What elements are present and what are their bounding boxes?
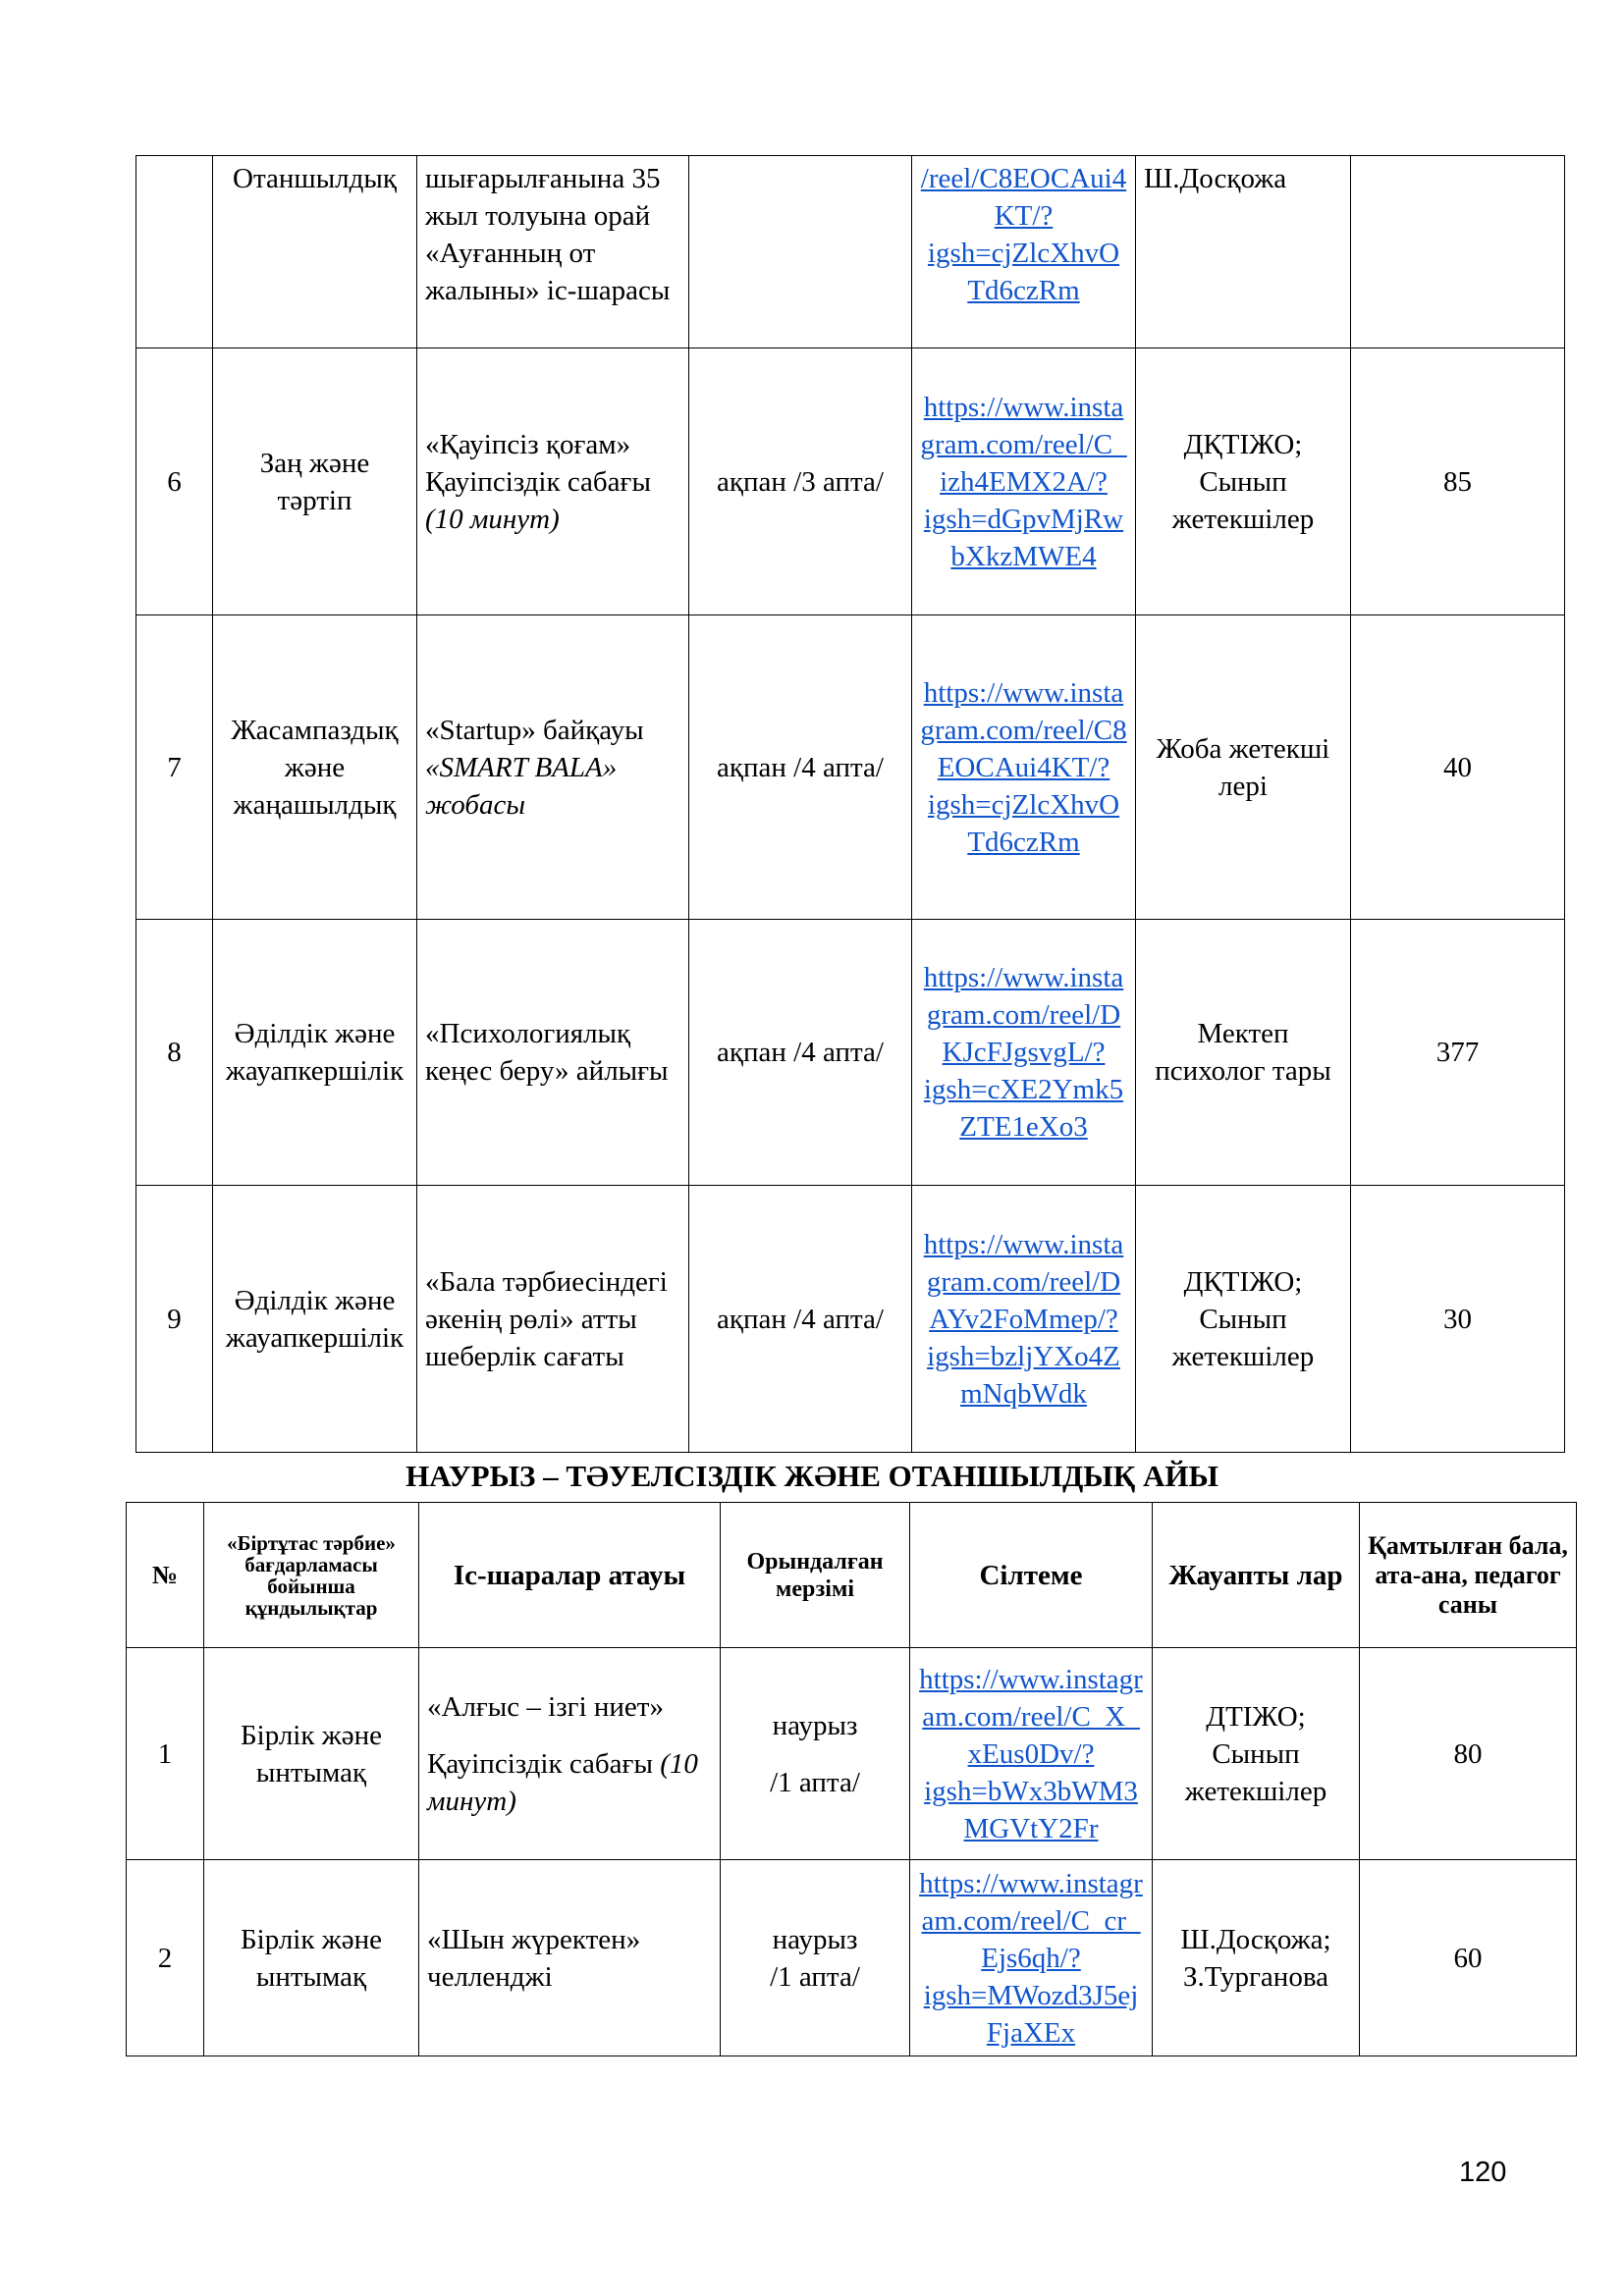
- row-number: 9: [136, 1186, 213, 1453]
- table-row: [136, 156, 1565, 348]
- table-header-row: [127, 1503, 1577, 1648]
- responsible-cell: Ш.Досқожа: [1136, 156, 1351, 348]
- responsible-cell: ДҚТІЖО; Сынып жетекшілер: [1136, 348, 1351, 615]
- count-cell: 30: [1351, 1186, 1565, 1453]
- instagram-link[interactable]: https://www.instagram.com/reel/DKJcFJgsvgL/?igsh=cXE2Ymk5ZTE1eXo3: [923, 962, 1124, 1143]
- count-cell: 60: [1360, 1860, 1577, 2056]
- date-cell: ақпан /4 апта/: [689, 615, 912, 920]
- table-row: [136, 615, 1565, 920]
- row-number: 7: [136, 615, 213, 920]
- event-cell: «Психологиялық кеңес беру» айлығы: [417, 920, 689, 1186]
- responsible-cell: ДТІЖО; Сынып жетекшілер: [1153, 1648, 1360, 1860]
- count-cell: 40: [1351, 615, 1565, 920]
- value-cell: Жасампаздық және жаңашылдық: [213, 615, 417, 920]
- responsible-cell: Ш.Досқожа; З.Турганова: [1153, 1860, 1360, 2056]
- row-number: 2: [127, 1860, 204, 2056]
- activities-table-february: [135, 155, 1565, 1453]
- link-cell: [910, 1860, 1153, 2056]
- value-cell: Әділдік және жауапкершілік: [213, 1186, 417, 1453]
- responsible-cell: Мектеп психолог тары: [1136, 920, 1351, 1186]
- row-number: [136, 156, 213, 348]
- table-row: [127, 1860, 1577, 2056]
- instagram-link[interactable]: https://www.instagram.com/reel/C_X_xEus0Dv/?igsh=bWx3bWM3MGVtY2Fr: [919, 1663, 1143, 1844]
- instagram-link[interactable]: https://www.instagram.com/reel/C_izh4EMX2A/?igsh=dGpvMjRwbXkzMWE4: [920, 391, 1127, 572]
- count-cell: 377: [1351, 920, 1565, 1186]
- link-cell: [912, 156, 1136, 348]
- table-row: [136, 920, 1565, 1186]
- event-cell: «Қауіпсіз қоғам» Қауіпсіздік сабағы (10 минут): [417, 348, 689, 615]
- responsible-cell: ДҚТІЖО; Сынып жетекшілер: [1136, 1186, 1351, 1453]
- link-cell: [912, 1186, 1136, 1453]
- header-responsible: Жауапты лар: [1153, 1503, 1360, 1648]
- row-number: 6: [136, 348, 213, 615]
- event-cell: «Шын жүректен» челленджі: [419, 1860, 721, 2056]
- row-number: 8: [136, 920, 213, 1186]
- date-cell: ақпан /3 апта/: [689, 348, 912, 615]
- date-cell: ақпан /4 апта/: [689, 920, 912, 1186]
- count-cell: 85: [1351, 348, 1565, 615]
- value-cell: Әділдік және жауапкершілік: [213, 920, 417, 1186]
- header-number: №: [127, 1503, 204, 1648]
- count-cell: [1351, 156, 1565, 348]
- header-link: Сілтеме: [910, 1503, 1153, 1648]
- link-cell: [912, 920, 1136, 1186]
- value-cell: Заң және тәртіп: [213, 348, 417, 615]
- value-cell: Бірлік және ынтымақ: [204, 1860, 419, 2056]
- header-date: Орындалған мерзімі: [721, 1503, 910, 1648]
- instagram-link[interactable]: https://www.instagram.com/reel/C_cr_Ejs6qh/?igsh=MWozd3J5ejFjaXEx: [919, 1867, 1143, 2049]
- instagram-link[interactable]: /reel/C8EOCAui4KT/?igsh=cjZlcXhvOTd6czRm: [920, 163, 1127, 306]
- event-cell: «Бала тәрбиесіндегі әкенің рөлі» атты шеберлік сағаты: [417, 1186, 689, 1453]
- count-cell: 80: [1360, 1648, 1577, 1860]
- event-cell: шығарылғанына 35 жыл толуына орай «Ауғанның от жалыны» іс-шарасы: [417, 156, 689, 348]
- table-row: [136, 348, 1565, 615]
- value-cell: Бірлік және ынтымақ: [204, 1648, 419, 1860]
- section-heading: НАУРЫЗ – ТӘУЕЛСІЗДІК ЖӘНЕ ОТАНШЫЛДЫҚ АЙЫ: [406, 1459, 1218, 1493]
- instagram-link[interactable]: https://www.instagram.com/reel/C8EOCAui4KT/?igsh=cjZlcXhvOTd6czRm: [920, 676, 1127, 858]
- table-row: [136, 1186, 1565, 1453]
- header-event: Іс-шаралар атауы: [419, 1503, 721, 1648]
- value-cell: Отаншылдық: [213, 156, 417, 348]
- header-count: Қамтылған бала, ата-ана, педагог саны: [1360, 1503, 1577, 1648]
- row-number: 1: [127, 1648, 204, 1860]
- event-cell: «Startup» байқауы «SMART BALA» жобасы: [417, 615, 689, 920]
- link-cell: [912, 348, 1136, 615]
- date-cell: [689, 156, 912, 348]
- responsible-cell: Жоба жетекші лері: [1136, 615, 1351, 920]
- table-row: [127, 1648, 1577, 1860]
- link-cell: [912, 615, 1136, 920]
- header-values: «Біртұтас тәрбие» бағдарламасы бойынша құндылықтар: [204, 1503, 419, 1648]
- link-cell: [910, 1648, 1153, 1860]
- date-cell: ақпан /4 апта/: [689, 1186, 912, 1453]
- date-cell: наурыз /1 апта/: [721, 1648, 910, 1860]
- event-cell: «Алғыс – ізгі ниет» Қауіпсіздік сабағы (10 минут): [419, 1648, 721, 1860]
- instagram-link[interactable]: https://www.instagram.com/reel/DAYv2FoMmep/?igsh=bzljYXo4ZmNqbWdk: [923, 1228, 1124, 1410]
- page-number: 120: [1459, 2157, 1507, 2188]
- date-cell: наурыз /1 апта/: [721, 1860, 910, 2056]
- activities-table-march: [126, 1502, 1577, 2056]
